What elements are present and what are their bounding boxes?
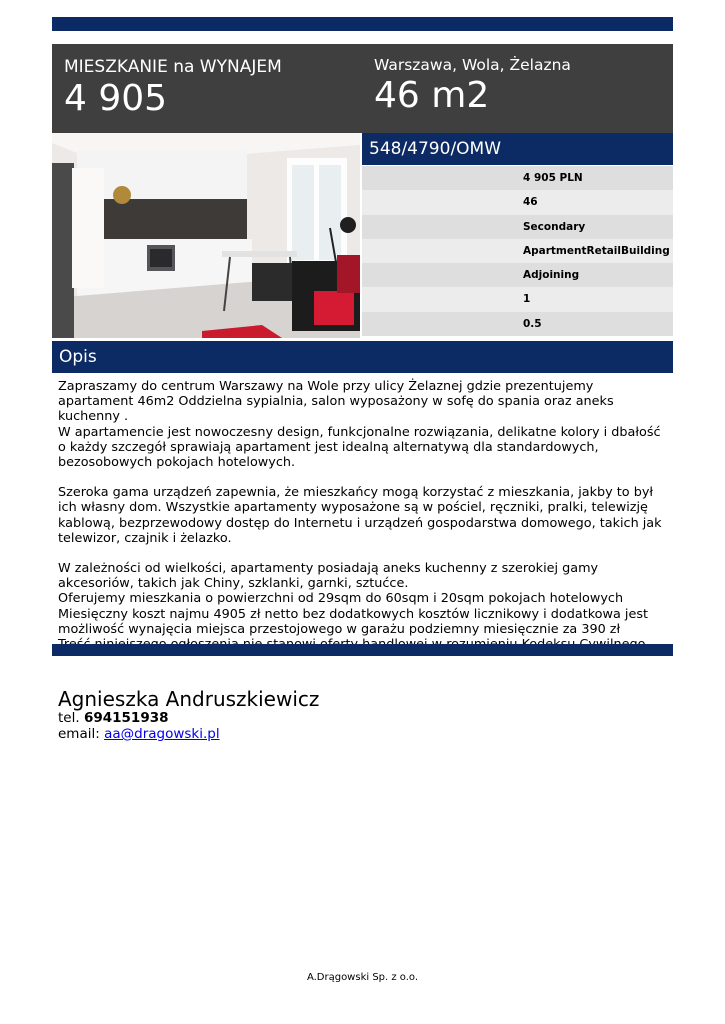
- detail-value: Adjoining: [523, 269, 580, 282]
- listing-location: Warszawa, Wola, Żelazna: [374, 56, 571, 74]
- description-paragraph: Zapraszamy do centrum Warszawy na Wole przy ulicy Żelaznej gdzie prezentujemy apartament 46m2 Oddzielna sypialnia, salon wyposażony w sofę do spania oraz aneks kuchenny . W apartamencie jest nowoczesny design, funkcjonalne rozwiązania, delikatne kolory i dbałość o każdy szczegół sprawiają apartament jest idealną alternatywą dla standardowych, bezosobowych pokojach hotelowych.: [58, 379, 661, 471]
- description-paragraph: Szeroka gama urządzeń zapewnia, że mieszkańcy mogą korzystać z mieszkania, jakby to był ich własny dom. Wszystkie apartamenty wyposażone są w pościel, ręczniki, pralki, telewizję kablową, bezprzewodowy dostęp do Internetu i urządzeń gospodarstwa domowego, takich jak telewizor, czajnik i żelazko.: [58, 485, 662, 546]
- reference-number: 548/4790/OMW: [369, 139, 502, 159]
- company-footer: A.Drągowski Sp. z o.o.: [306, 972, 419, 983]
- email-label: email:: [58, 726, 100, 742]
- top-accent-bar: [52, 17, 673, 31]
- detail-value: ApartmentRetailBuilding: [523, 244, 670, 257]
- agent-name: Agnieszka Andruszkiewicz: [58, 687, 320, 711]
- agent-email: [58, 726, 220, 742]
- description-text: [58, 379, 668, 652]
- description-heading-bar: [52, 341, 673, 373]
- phone-label: tel.: [58, 710, 80, 726]
- listing-area: 46 m2: [374, 75, 490, 116]
- section-divider-bar: [52, 644, 673, 656]
- detail-row: [362, 166, 673, 190]
- detail-value: Secondary: [523, 220, 586, 233]
- detail-row: [362, 287, 673, 311]
- description-paragraph: W zależności od wielkości, apartamenty posiadają aneks kuchenny z szerokiej gamy akcesoriów, takich jak Chiny, szklanki, garnki, sztućce. Oferujemy mieszkania o powierzchni od 29sqm do 60sqm i 20sqm pokojach hotelowych Miesięczny koszt najmu 4905 zł netto bez dodatkowych kosztów licznikowy i dodatkowa jest możliwość wynajęcia miejsca przestojowego w garażu podziemny miesięcznie za 390 zł: [58, 561, 648, 637]
- detail-value: 0.5: [523, 317, 542, 330]
- detail-value: 1: [523, 293, 531, 306]
- detail-row: [362, 215, 673, 239]
- apartment-photo: [52, 133, 360, 338]
- detail-row: [362, 239, 673, 263]
- listing-type: MIESZKANIE na WYNAJEM: [64, 57, 282, 77]
- detail-value: 46: [523, 196, 538, 209]
- detail-row: [362, 263, 673, 287]
- reference-number-bar: [362, 133, 673, 165]
- detail-row: [362, 190, 673, 214]
- email-link[interactable]: aa@dragowski.pl: [104, 726, 220, 742]
- listing-header: [52, 44, 673, 133]
- description-heading: Opis: [59, 347, 97, 367]
- listing-price: 4 905: [64, 78, 168, 119]
- details-table: [362, 166, 673, 336]
- detail-row: [362, 312, 673, 336]
- phone-number: 694151938: [83, 710, 169, 726]
- agent-phone: [58, 710, 169, 726]
- detail-value: 4 905 PLN: [523, 172, 583, 184]
